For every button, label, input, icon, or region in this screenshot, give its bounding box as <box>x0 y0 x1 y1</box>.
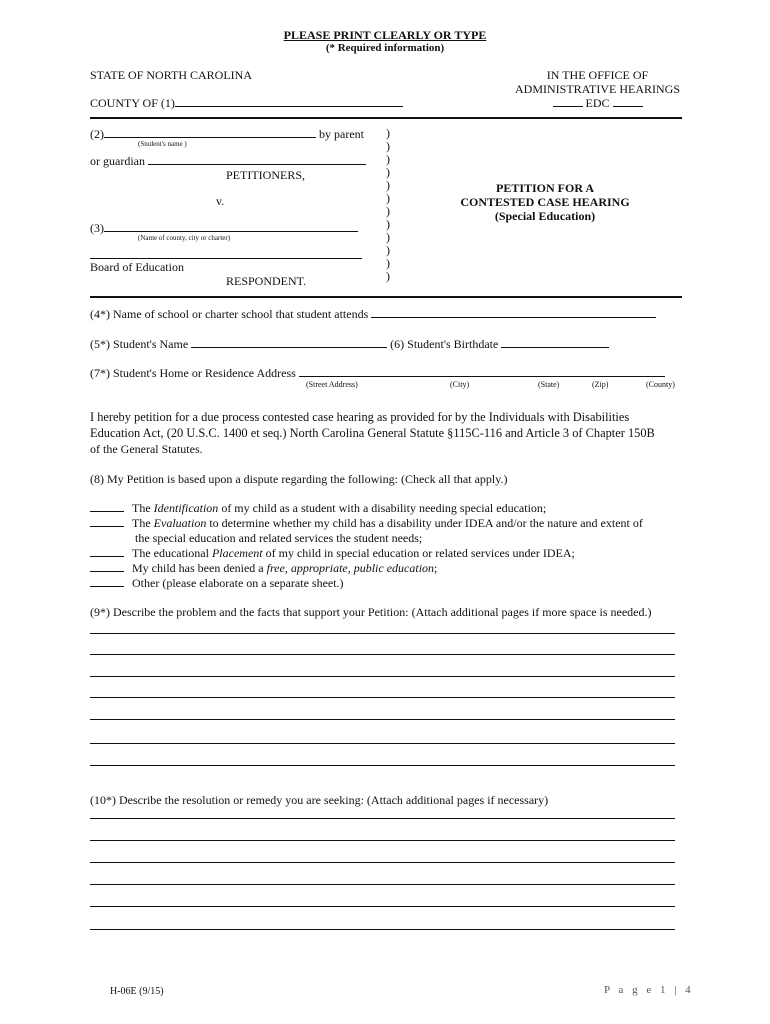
respondent-name-field-2[interactable] <box>90 248 362 259</box>
checkbox-identification[interactable] <box>90 501 124 512</box>
respondent-label: RESPONDENT. <box>226 274 307 288</box>
page-number: P a g e 1 | 4 <box>604 984 694 996</box>
problem-line-4[interactable] <box>90 697 675 698</box>
petition-title-2: CONTESTED CASE HEARING <box>460 195 630 209</box>
addr-zip-hint: (Zip) <box>592 380 609 389</box>
petition-statement: I hereby petition for a due process contested case hearing as provided for by the Individuals with Disabilities <box>90 410 630 424</box>
problem-line-6[interactable] <box>90 743 675 744</box>
respondent-line: (3) <box>90 221 358 236</box>
edc-year-field[interactable] <box>553 96 583 107</box>
remedy-line-1[interactable] <box>90 818 675 819</box>
guardian-line: or guardian <box>90 154 366 169</box>
addr-street-hint: (Street Address) <box>306 380 358 389</box>
remedy-line-3[interactable] <box>90 862 675 863</box>
school-field[interactable] <box>371 307 656 318</box>
petition-statement-2: Education Act, (20 U.S.C. 1400 et seq.) North Carolina General Statute §115C-116 and Article 3 of Chapter 150B <box>90 426 655 440</box>
problem-line-5[interactable] <box>90 719 675 720</box>
student-name-field[interactable] <box>104 127 316 138</box>
petition-subtitle: (Special Education) <box>494 209 596 223</box>
petitioners-label: PETITIONERS, <box>226 168 305 182</box>
student-name-hint: (Student's name ) <box>138 140 187 148</box>
remedy-line-6[interactable] <box>90 929 675 930</box>
addr-city-hint: (City) <box>450 380 470 389</box>
office-label-2: ADMINISTRATIVE HEARINGS <box>515 82 680 96</box>
checkbox-other[interactable] <box>90 576 124 587</box>
edc-number-field[interactable] <box>613 96 643 107</box>
checkbox-evaluation[interactable] <box>90 516 124 527</box>
birthdate-field[interactable] <box>501 337 609 348</box>
school-line: (4*) Name of school or charter school that student attends <box>90 307 656 322</box>
form-id: H-06E (9/15) <box>110 986 164 997</box>
problem-line-2[interactable] <box>90 654 675 655</box>
remedy-line-5[interactable] <box>90 906 675 907</box>
edc-line: EDC <box>500 96 695 111</box>
address-field[interactable] <box>299 366 665 377</box>
student-name-input[interactable] <box>191 337 387 348</box>
checkbox-placement[interactable] <box>90 546 124 557</box>
option-placement: The educational Placement of my child in special education or related services under IDEA; <box>90 546 575 561</box>
problem-line-3[interactable] <box>90 676 675 677</box>
required-note: (* Required information) <box>325 42 445 54</box>
petition-statement-3: of the General Statutes. <box>90 442 203 456</box>
county-hint: (Name of county, city or charter) <box>138 234 231 242</box>
problem-line-1[interactable] <box>90 633 675 634</box>
student-name-line: (5*) Student's Name (6) Student's Birthdate <box>90 337 609 352</box>
respondent-name-field[interactable] <box>104 221 358 232</box>
problem-prompt: (9*) Describe the problem and the facts that support your Petition: (Attach additional pages if more space is needed.) <box>90 605 652 619</box>
option-other: Other (please elaborate on a separate sheet.) <box>90 576 344 591</box>
county-field[interactable] <box>175 96 403 107</box>
option-evaluation: The Evaluation to determine whether my child has a disability under IDEA and/or the nature and extent of <box>90 516 643 531</box>
option-evaluation-cont: the special education and related services the student needs; <box>135 531 423 545</box>
caption-divider: ) ) ) ) ) ) ) ) ) ) ) ) <box>386 126 390 283</box>
print-instruction: PLEASE PRINT CLEARLY OR TYPE <box>283 28 487 42</box>
problem-line-7[interactable] <box>90 765 675 766</box>
option-fape: My child has been denied a free, appropriate, public education; <box>90 561 437 576</box>
addr-state-hint: (State) <box>538 380 560 389</box>
student-line: (2) by parent <box>90 127 364 141</box>
addr-county-hint: (County) <box>646 380 675 389</box>
petition-title: PETITION FOR A <box>495 181 594 195</box>
versus-label: v. <box>216 194 225 208</box>
caption-bottom-rule <box>90 296 682 298</box>
dispute-prompt: (8) My Petition is based upon a dispute regarding the following: (Check all that apply.) <box>90 472 508 486</box>
address-line: (7*) Student's Home or Residence Address <box>90 366 665 381</box>
option-identification: The Identification of my child as a student with a disability needing special education; <box>90 501 546 516</box>
checkbox-fape[interactable] <box>90 561 124 572</box>
guardian-field[interactable] <box>148 154 366 165</box>
office-label: IN THE OFFICE OF <box>546 68 649 82</box>
remedy-line-2[interactable] <box>90 840 675 841</box>
caption-top-rule <box>90 117 682 119</box>
county-label: COUNTY OF (1) <box>90 96 403 111</box>
board-label: Board of Education <box>90 260 184 274</box>
state-label: STATE OF NORTH CAROLINA <box>90 68 252 82</box>
remedy-line-4[interactable] <box>90 884 675 885</box>
remedy-prompt: (10*) Describe the resolution or remedy you are seeking: (Attach additional pages if necessary) <box>90 793 549 807</box>
